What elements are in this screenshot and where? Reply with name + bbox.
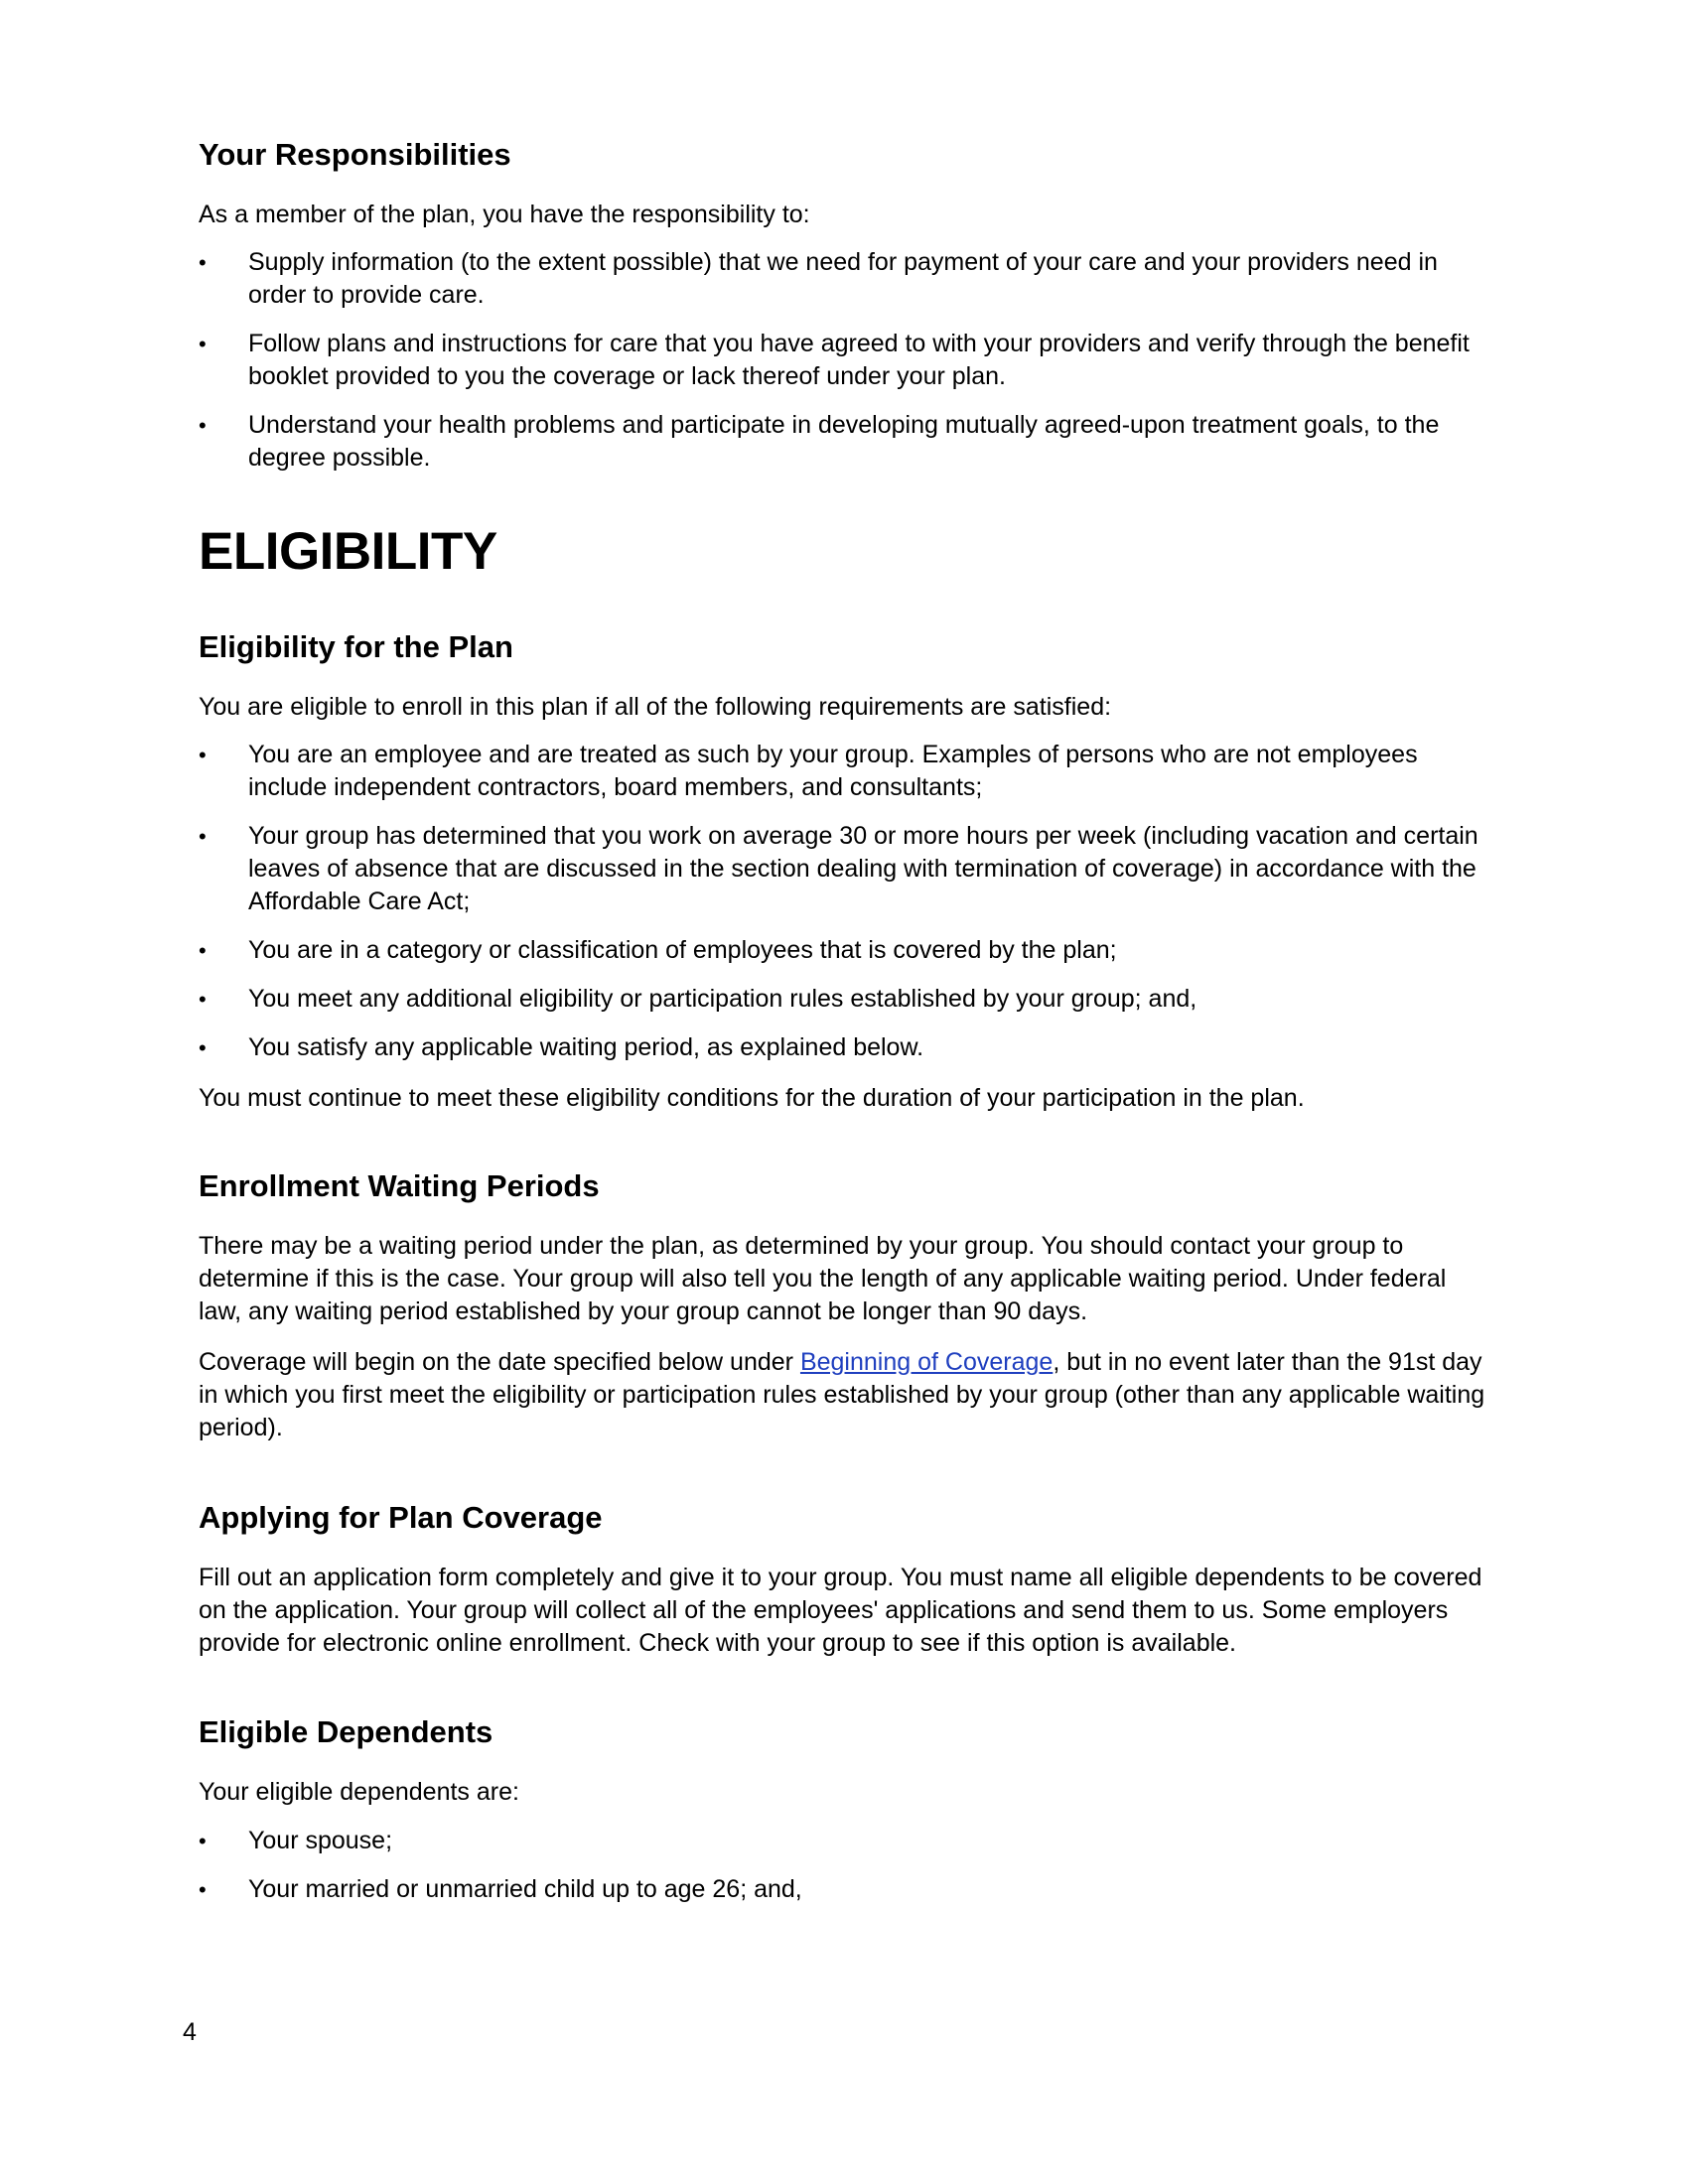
list-item [199,246,1489,312]
list-item-text: Your spouse; [248,1827,393,1854]
bullet-icon: • [199,250,207,275]
bullet-icon: • [199,987,207,1012]
bullet-icon: • [199,1877,207,1902]
section-heading-eligible-dependents: Eligible Dependents [199,1714,493,1749]
page-number: 4 [183,2018,197,2046]
section-heading-your-responsibilities: Your Responsibilities [199,137,511,172]
list-item [199,820,1489,918]
bullet-icon: • [199,824,207,849]
eligibility-closing: You must continue to meet these eligibility conditions for the duration of your participation in the plan. [199,1084,1305,1112]
list-item [199,1873,1489,1906]
list-item-text: Your married or unmarried child up to age 26; and, [248,1875,802,1903]
list-item [199,1825,1489,1857]
bullet-icon: • [199,413,207,438]
responsibilities-list [199,246,1489,475]
list-item [199,1031,1489,1064]
applying-paragraph: Fill out an application form completely and give it to your group. You must name all eligible dependents to be covered on the application. Your group will collect all of the employees' applications and send them to us. Some employers provide for electronic online enrollment. Check with your group to see if this option is available. [199,1564,1482,1657]
section-heading-eligibility-for-plan: Eligibility for the Plan [199,629,513,664]
eligibility-intro: You are eligible to enroll in this plan if all of the following requirements are satisfied: [199,693,1112,721]
list-item-text: Follow plans and instructions for care that you have agreed to with your providers and verify through the benefit booklet provided to you the coverage or lack thereof under your plan. [248,330,1470,390]
waiting-paragraph-1: There may be a waiting period under the plan, as determined by your group. You should contact your group to determine if this is the case. Your group will also tell you the length of any applicable waiting period. Under federal law, any waiting period established by your group cannot be longer than 90 days. [199,1232,1447,1325]
page-title: ELIGIBILITY [199,522,497,581]
list-item-text: Understand your health problems and participate in developing mutually agreed-upon treatment goals, to the degree possible. [248,411,1440,472]
eligibility-requirements-list [199,739,1489,1064]
section-heading-enrollment-waiting-periods: Enrollment Waiting Periods [199,1168,600,1203]
dependents-intro: Your eligible dependents are: [199,1778,519,1806]
bullet-icon: • [199,332,207,356]
bullet-icon: • [199,938,207,963]
list-item-text: You meet any additional eligibility or participation rules established by your group; and, [248,985,1197,1013]
bullet-icon: • [199,1829,207,1853]
beginning-of-coverage-link[interactable]: Beginning of Coverage [799,1348,1054,1376]
waiting-paragraph-2-end: , but in no event later than the 91st day in which you first meet the eligibility or participation rules established by your group (other than any applicable waiting period). [199,1348,1485,1441]
responsibilities-intro: As a member of the plan, you have the responsibility to: [199,201,810,228]
dependents-list [199,1825,1489,1906]
list-item-text: Your group has determined that you work on average 30 or more hours per week (including vacation and certain leaves of absence that are discussed in the section dealing with termination of coverage) in accordance with the Affordable Care Act; [248,822,1478,915]
waiting-paragraph-2-start: Coverage will begin on the date specified below under [199,1348,800,1376]
bullet-icon: • [199,743,207,767]
list-item [199,328,1489,393]
list-item [199,739,1489,804]
list-item [199,983,1489,1016]
list-item-text: You are in a category or classification of employees that is covered by the plan; [248,936,1117,964]
page-content [199,131,1489,1906]
list-item [199,934,1489,967]
list-item [199,409,1489,475]
bullet-icon: • [199,1035,207,1060]
list-item-text: Supply information (to the extent possible) that we need for payment of your care and your providers need in order to provide care. [248,248,1438,309]
list-item-text: You are an employee and are treated as such by your group. Examples of persons who are not employees include independent contractors, board members, and consultants; [248,741,1418,801]
waiting-paragraph-2 [199,1346,1489,1444]
list-item-text: You satisfy any applicable waiting period, as explained below. [248,1033,924,1061]
section-heading-applying-for-plan-coverage: Applying for Plan Coverage [199,1500,603,1535]
